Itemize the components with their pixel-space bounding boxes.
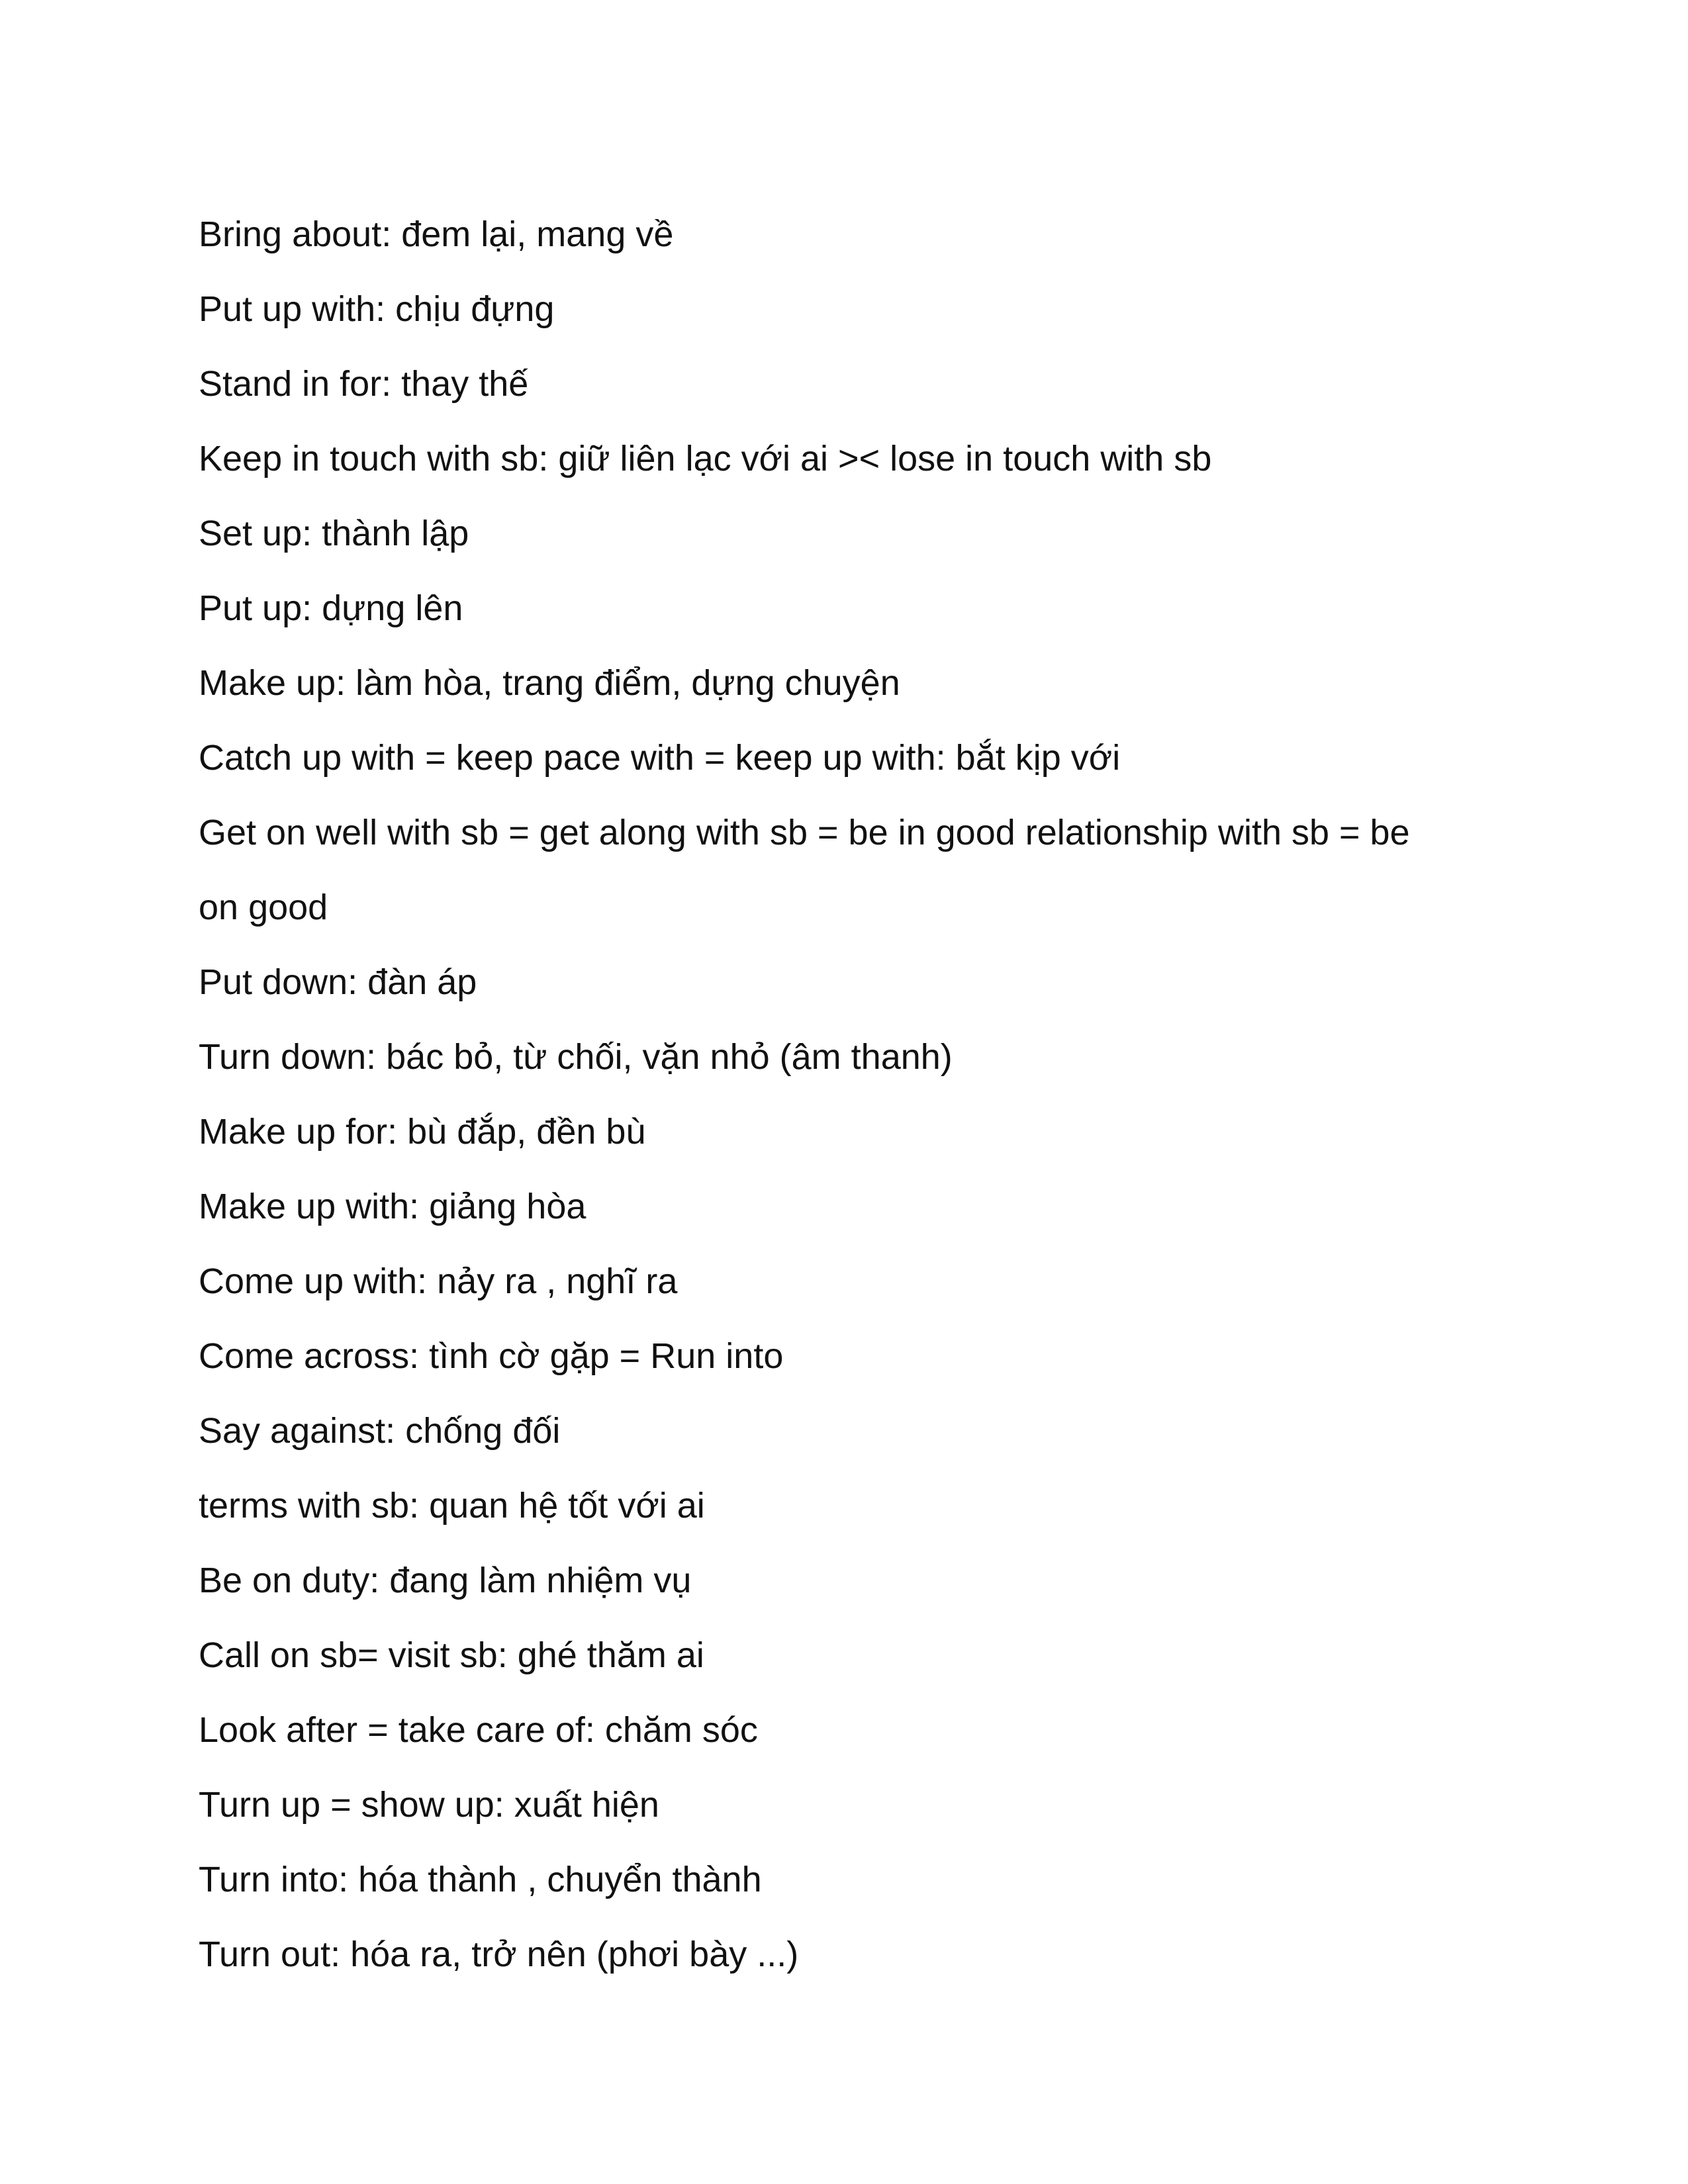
list-item: Keep in touch with sb: giữ liên lạc với ai >< lose in touch with sb	[199, 439, 1212, 478]
list-item: Put up: dựng lên	[199, 588, 463, 628]
list-item: Look after = take care of: chăm sóc	[199, 1710, 758, 1750]
list-item: Make up for: bù đắp, đền bù	[199, 1112, 646, 1152]
list-item: Turn out: hóa ra, trở nên (phơi bày ...)	[199, 1934, 799, 1974]
list-item: Turn up = show up: xuất hiện	[199, 1785, 659, 1825]
list-item: Say against: chống đối	[199, 1411, 561, 1451]
list-item: Get on well with sb = get along with sb = be in good relationship with sb = be	[199, 813, 1410, 852]
list-item: Turn into: hóa thành , chuyển thành	[199, 1860, 762, 1899]
list-item: Set up: thành lập	[199, 514, 469, 553]
list-item: Come up with: nảy ra , nghĩ ra	[199, 1261, 678, 1301]
list-item: Turn down: bác bỏ, từ chối, vặn nhỏ (âm thanh)	[199, 1037, 953, 1077]
list-item: Make up: làm hòa, trang điểm, dựng chuyện	[199, 663, 900, 703]
list-item: on good	[199, 887, 328, 927]
list-item: Put down: đàn áp	[199, 962, 477, 1002]
list-item: Come across: tình cờ gặp = Run into	[199, 1336, 784, 1376]
list-item: Put up with: chịu đựng	[199, 289, 555, 329]
list-item: Stand in for: thay thế	[199, 364, 529, 404]
list-item: terms with sb: quan hệ tốt với ai	[199, 1486, 705, 1525]
list-item: Catch up with = keep pace with = keep up with: bắt kịp với	[199, 738, 1121, 778]
list-item: Bring about: đem lại, mang về	[199, 214, 674, 254]
phrasal-verb-list	[199, 197, 1489, 1992]
list-item: Make up with: giảng hòa	[199, 1187, 586, 1226]
list-item: Be on duty: đang làm nhiệm vụ	[199, 1561, 692, 1600]
list-item: Call on sb= visit sb: ghé thăm ai	[199, 1635, 704, 1675]
